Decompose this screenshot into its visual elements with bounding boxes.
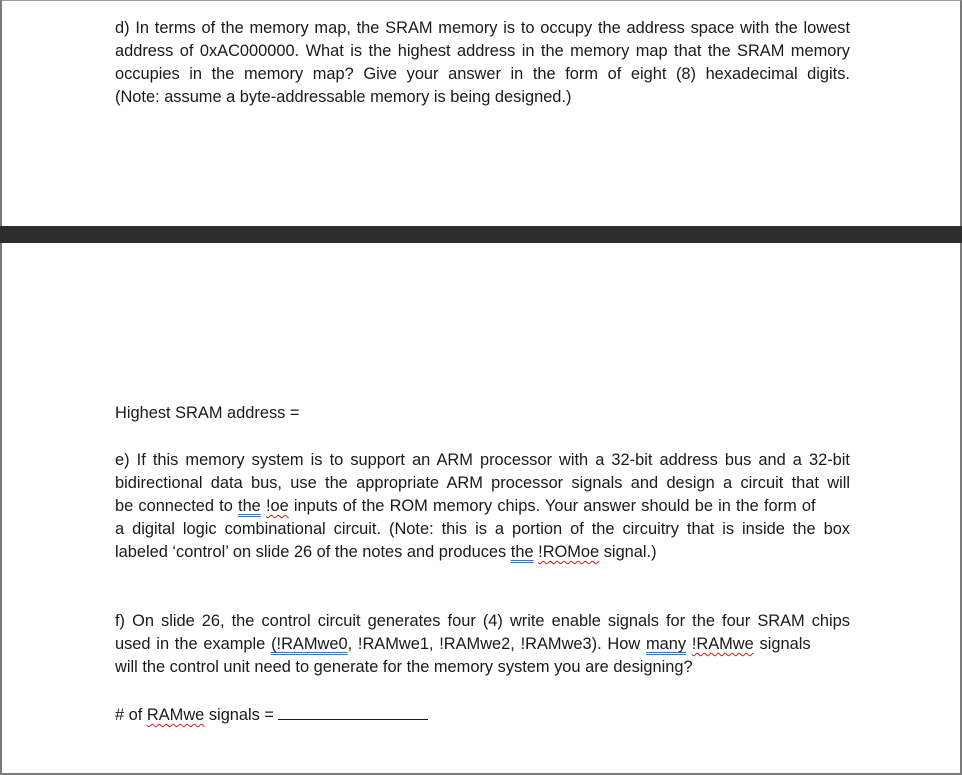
- question-e-text: labeled ‘control’ on slide 26 of the notes and produces: [115, 543, 511, 561]
- question-e-line: [115, 495, 850, 518]
- question-e-text: inputs of the ROM memory chips. Your answer should be in the form of: [288, 497, 816, 515]
- question-e-line: [115, 541, 850, 564]
- question-f-text: , !RAMwe1, !RAMwe2, !RAMwe3). How: [347, 635, 646, 653]
- question-d-line: d) In terms of the memory map, the SRAM memory is to occupy the address space with the lowest: [115, 19, 850, 37]
- question-d-line: (Note: assume a byte-addressable memory is being designed.): [115, 88, 572, 106]
- spelling-mark: !RAMwe: [691, 635, 754, 653]
- grammar-mark: (!RAMwe0: [271, 635, 348, 653]
- answer-blank[interactable]: [278, 702, 428, 720]
- answer-d-label: Highest SRAM address =: [115, 404, 300, 422]
- question-e-line: e) If this memory system is to support an ARM processor with a 32-bit address bus and a 32-bit: [115, 451, 850, 469]
- question-e-line: bidirectional data bus, use the appropriate ARM processor signals and design a circuit that will: [115, 474, 850, 492]
- question-f-line: f) On slide 26, the control circuit generates four (4) write enable signals for the four SRAM chips: [115, 612, 850, 630]
- question-e-text: signal.): [599, 543, 657, 561]
- answer-f: [115, 702, 850, 727]
- page-separator: [0, 226, 962, 243]
- question-d-line: occupies in the memory map? Give your answer in the form of eight (8) hexadecimal digits.: [115, 65, 850, 83]
- question-d: [115, 17, 850, 109]
- question-f: [115, 610, 850, 679]
- question-e-text: be connected to: [115, 497, 239, 515]
- answer-f-text: # of: [115, 706, 147, 724]
- spelling-mark: !oe: [265, 497, 289, 515]
- answer-f-line: [115, 702, 850, 727]
- answer-d: [115, 402, 850, 425]
- question-e-line: a digital logic combinational circuit. (Note: this is a portion of the circuitry that is inside the box: [115, 520, 850, 538]
- question-d-line: address of 0xAC000000. What is the highest address in the memory map that the SRAM memory: [115, 42, 850, 60]
- question-f-text: used in the example: [115, 635, 272, 653]
- question-f-line: [115, 633, 850, 656]
- grammar-mark: the: [510, 543, 534, 561]
- question-f-text: signals: [753, 635, 811, 653]
- grammar-mark: the: [238, 497, 261, 515]
- question-e: [115, 449, 850, 564]
- spelling-mark: !ROMoe: [538, 543, 600, 561]
- answer-f-text: signals =: [204, 706, 274, 724]
- question-f-line: will the control unit need to generate for the memory system you are designing?: [115, 658, 693, 676]
- spelling-mark: RAMwe: [146, 706, 205, 724]
- grammar-mark: many: [645, 635, 687, 653]
